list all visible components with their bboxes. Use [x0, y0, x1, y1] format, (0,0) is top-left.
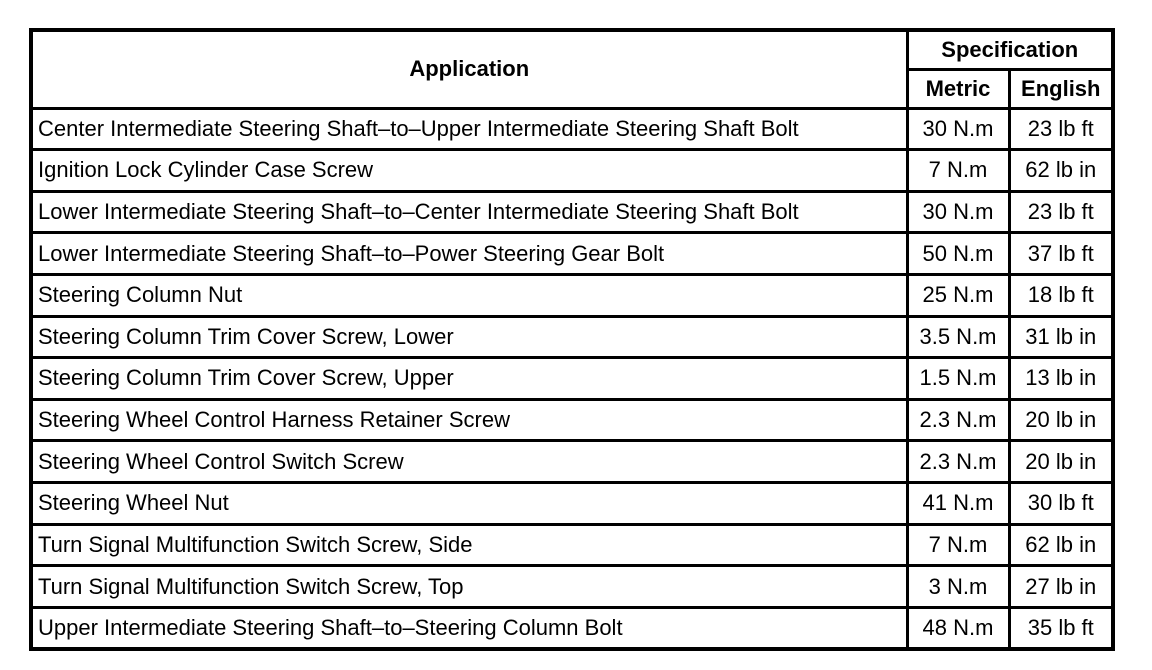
english-cell: 37 lb ft [1009, 233, 1113, 275]
specification-header: Specification [907, 30, 1113, 69]
application-cell: Steering Column Trim Cover Screw, Lower [31, 316, 907, 358]
english-cell: 27 lb in [1009, 566, 1113, 608]
english-cell: 62 lb in [1009, 150, 1113, 192]
table-row [31, 607, 1113, 649]
table-row [31, 233, 1113, 275]
table-row [31, 108, 1113, 150]
table-body [31, 108, 1113, 649]
application-cell: Lower Intermediate Steering Shaft–to–Center Intermediate Steering Shaft Bolt [31, 191, 907, 233]
application-header: Application [31, 30, 907, 108]
table-header [31, 30, 1113, 108]
english-cell: 35 lb ft [1009, 607, 1113, 649]
table-row [31, 191, 1113, 233]
metric-cell: 7 N.m [907, 150, 1009, 192]
table-row [31, 524, 1113, 566]
metric-cell: 3.5 N.m [907, 316, 1009, 358]
english-cell: 23 lb ft [1009, 108, 1113, 150]
application-cell: Steering Column Trim Cover Screw, Upper [31, 358, 907, 400]
application-cell: Ignition Lock Cylinder Case Screw [31, 150, 907, 192]
metric-cell: 7 N.m [907, 524, 1009, 566]
english-cell: 62 lb in [1009, 524, 1113, 566]
table-row [31, 274, 1113, 316]
header-row-top [31, 30, 1113, 69]
application-cell: Turn Signal Multifunction Switch Screw, Side [31, 524, 907, 566]
metric-cell: 2.3 N.m [907, 399, 1009, 441]
application-cell: Lower Intermediate Steering Shaft–to–Power Steering Gear Bolt [31, 233, 907, 275]
application-cell: Steering Column Nut [31, 274, 907, 316]
application-cell: Turn Signal Multifunction Switch Screw, Top [31, 566, 907, 608]
table-row [31, 316, 1113, 358]
english-cell: 20 lb in [1009, 399, 1113, 441]
metric-cell: 50 N.m [907, 233, 1009, 275]
metric-cell: 25 N.m [907, 274, 1009, 316]
english-cell: 30 lb ft [1009, 482, 1113, 524]
application-cell: Upper Intermediate Steering Shaft–to–Steering Column Bolt [31, 607, 907, 649]
english-cell: 23 lb ft [1009, 191, 1113, 233]
metric-cell: 30 N.m [907, 108, 1009, 150]
table-row [31, 399, 1113, 441]
english-cell: 13 lb in [1009, 358, 1113, 400]
application-cell: Steering Wheel Control Harness Retainer Screw [31, 399, 907, 441]
table-row [31, 441, 1113, 483]
application-cell: Steering Wheel Nut [31, 482, 907, 524]
table-row [31, 482, 1113, 524]
english-header: English [1009, 69, 1113, 108]
fastener-spec-table [29, 28, 1115, 651]
metric-cell: 41 N.m [907, 482, 1009, 524]
english-cell: 20 lb in [1009, 441, 1113, 483]
metric-cell: 2.3 N.m [907, 441, 1009, 483]
application-cell: Steering Wheel Control Switch Screw [31, 441, 907, 483]
metric-header: Metric [907, 69, 1009, 108]
english-cell: 31 lb in [1009, 316, 1113, 358]
metric-cell: 48 N.m [907, 607, 1009, 649]
metric-cell: 30 N.m [907, 191, 1009, 233]
application-cell: Center Intermediate Steering Shaft–to–Upper Intermediate Steering Shaft Bolt [31, 108, 907, 150]
english-cell: 18 lb ft [1009, 274, 1113, 316]
metric-cell: 3 N.m [907, 566, 1009, 608]
table-row [31, 150, 1113, 192]
table-row [31, 566, 1113, 608]
table-row [31, 358, 1113, 400]
metric-cell: 1.5 N.m [907, 358, 1009, 400]
